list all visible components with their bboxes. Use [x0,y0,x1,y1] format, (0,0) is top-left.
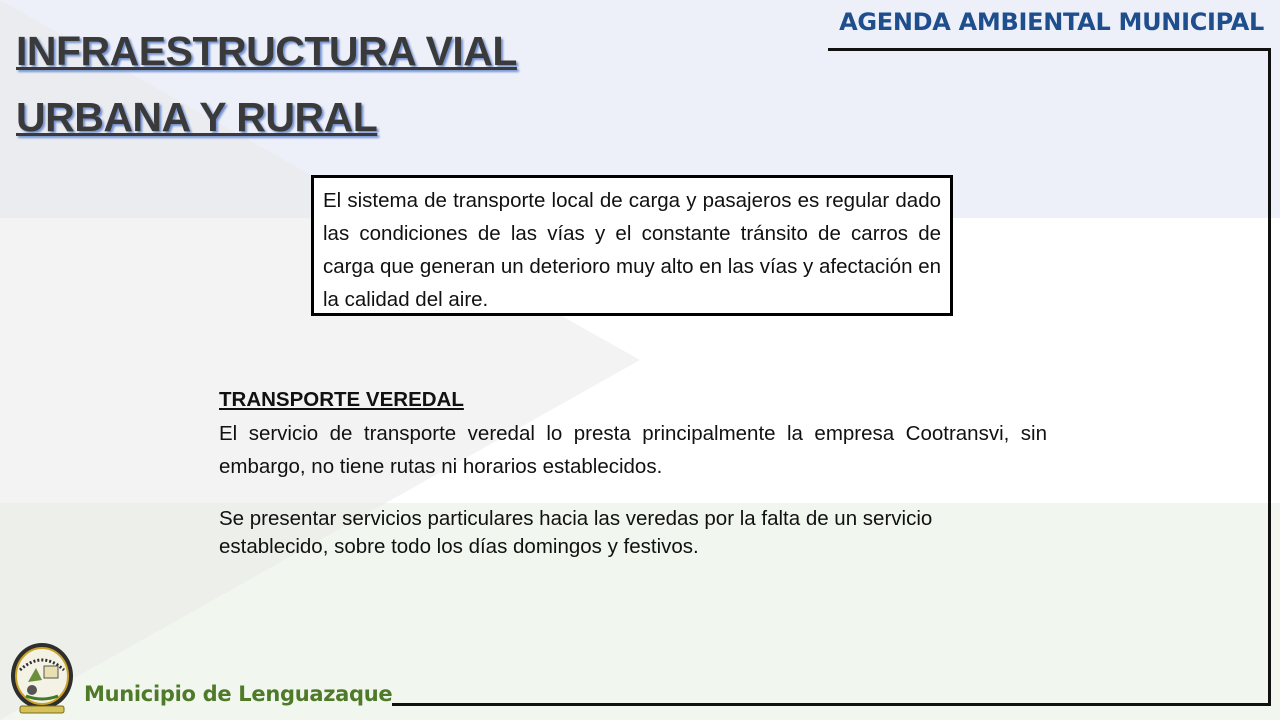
page-title-line-2: URBANA Y RURAL [16,94,378,140]
municipal-seal-icon [8,640,76,716]
summary-text: El sistema de transporte local de carga y pasajeros es regular dado las condiciones de las vías y el constante tránsito de carros de carga que generan un deterioro muy alto en las vías y afectación en la calidad del aire. [323,189,941,311]
municipio-label: Municipio de Lenguazaque [84,682,393,706]
frame-line-top [828,48,1271,51]
frame-line-right [1268,48,1271,706]
section-paragraph-2: Se presentar servicios particulares hacia las veredas por la falta de un servicio establecido, sobre todo los días domingos y festivos. [219,507,933,558]
agenda-label: AGENDA AMBIENTAL MUNICIPAL [839,8,1264,36]
page-title [16,18,517,150]
section-paragraph-1: El servicio de transporte veredal lo presta principalmente la empresa Cootransvi, sin embargo, no tiene rutas ni horarios establecidos. [219,422,1047,478]
summary-box [311,175,953,316]
page-title-line-1: INFRAESTRUCTURA VIAL [16,28,517,74]
section-heading: TRANSPORTE VEREDAL [219,388,464,411]
transport-section [219,385,1047,561]
frame-line-bottom [392,703,1271,706]
